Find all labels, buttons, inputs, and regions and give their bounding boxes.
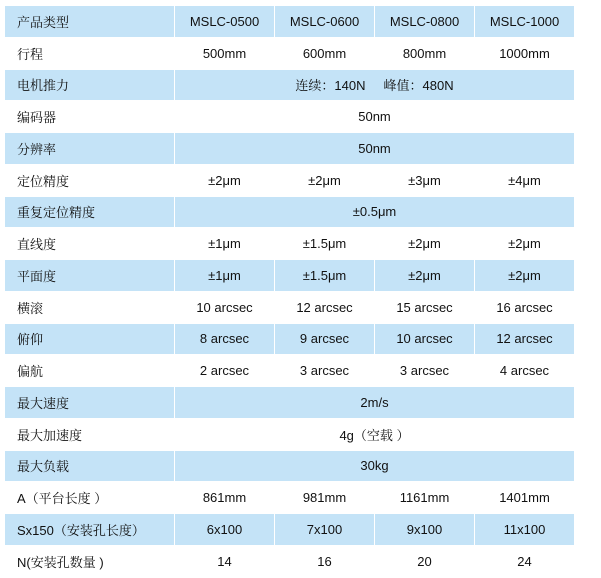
cell-merged-value: ±0.5μm xyxy=(175,196,575,228)
cell-value: 10 arcsec xyxy=(175,291,275,323)
cell-value: 1000mm xyxy=(475,37,575,69)
cell-value: ±1.5μm xyxy=(275,260,375,292)
row-encoder xyxy=(5,101,575,133)
cell-value: ±2μm xyxy=(175,164,275,196)
cell-value: 12 arcsec xyxy=(475,323,575,355)
cell-value: 12 arcsec xyxy=(275,291,375,323)
cell-value: 1401mm xyxy=(475,482,575,514)
row-mount-hole-length xyxy=(5,514,575,546)
cell-merged-value: 50nm xyxy=(175,101,575,133)
cell-value: 600mm xyxy=(275,37,375,69)
row-yaw xyxy=(5,355,575,387)
row-label: A（平台长度 ） xyxy=(5,482,175,514)
cell-value: ±1μm xyxy=(175,260,275,292)
row-positioning-accuracy xyxy=(5,164,575,196)
row-roll xyxy=(5,291,575,323)
row-max-speed xyxy=(5,387,575,419)
row-repeatability xyxy=(5,196,575,228)
row-label: 最大速度 xyxy=(5,387,175,419)
model-0600: MSLC-0600 xyxy=(275,6,375,38)
model-0500: MSLC-0500 xyxy=(175,6,275,38)
cell-value: 861mm xyxy=(175,482,275,514)
cell-value: 14 xyxy=(175,545,275,577)
cell-value: 3 arcsec xyxy=(375,355,475,387)
cell-value: ±3μm xyxy=(375,164,475,196)
row-label: 偏航 xyxy=(5,355,175,387)
row-label: 俯仰 xyxy=(5,323,175,355)
cell-value: ±1.5μm xyxy=(275,228,375,260)
row-label: 平面度 xyxy=(5,260,175,292)
cell-value: ±4μm xyxy=(475,164,575,196)
cell-value: 8 arcsec xyxy=(175,323,275,355)
table-header-row xyxy=(5,6,575,38)
cell-merged-value: 30kg xyxy=(175,450,575,482)
row-max-load xyxy=(5,450,575,482)
cell-value: 1161mm xyxy=(375,482,475,514)
cell-value: ±2μm xyxy=(275,164,375,196)
header-label: 产品类型 xyxy=(5,6,175,38)
cell-value: 3 arcsec xyxy=(275,355,375,387)
cell-merged-value: 50nm xyxy=(175,133,575,165)
cell-merged-value: 4g（空载 ） xyxy=(175,418,575,450)
cell-value: 10 arcsec xyxy=(375,323,475,355)
row-label: 电机推力 xyxy=(5,69,175,101)
row-resolution xyxy=(5,133,575,165)
row-max-acceleration xyxy=(5,418,575,450)
cell-value: ±2μm xyxy=(375,228,475,260)
row-motor-force xyxy=(5,69,575,101)
cell-value: 20 xyxy=(375,545,475,577)
cell-value: 16 xyxy=(275,545,375,577)
row-pitch xyxy=(5,323,575,355)
row-label: 分辨率 xyxy=(5,133,175,165)
cell-value: ±2μm xyxy=(375,260,475,292)
model-0800: MSLC-0800 xyxy=(375,6,475,38)
row-straightness xyxy=(5,228,575,260)
cell-value: 15 arcsec xyxy=(375,291,475,323)
row-label: 定位精度 xyxy=(5,164,175,196)
cell-value: 11x100 xyxy=(475,514,575,546)
cell-value: 16 arcsec xyxy=(475,291,575,323)
row-stroke xyxy=(5,37,575,69)
row-mount-hole-count xyxy=(5,545,575,577)
row-flatness xyxy=(5,260,575,292)
cell-merged-value: 2m/s xyxy=(175,387,575,419)
cell-value: 9 arcsec xyxy=(275,323,375,355)
cell-value: 9x100 xyxy=(375,514,475,546)
cell-value: 4 arcsec xyxy=(475,355,575,387)
row-label: 编码器 xyxy=(5,101,175,133)
row-label: 直线度 xyxy=(5,228,175,260)
row-label: N(安装孔数量 ) xyxy=(5,545,175,577)
cell-value: ±2μm xyxy=(475,260,575,292)
cell-value: ±1μm xyxy=(175,228,275,260)
cell-merged-value: 连续：140N 峰值：480N xyxy=(175,69,575,101)
row-platform-length xyxy=(5,482,575,514)
cell-value: 7x100 xyxy=(275,514,375,546)
model-1000: MSLC-1000 xyxy=(475,6,575,38)
row-label: Sx150（安装孔长度） xyxy=(5,514,175,546)
cell-value: 2 arcsec xyxy=(175,355,275,387)
cell-value: 24 xyxy=(475,545,575,577)
spec-table xyxy=(4,5,575,578)
row-label: 最大加速度 xyxy=(5,418,175,450)
cell-value: 981mm xyxy=(275,482,375,514)
row-label: 重复定位精度 xyxy=(5,196,175,228)
row-label: 横滚 xyxy=(5,291,175,323)
row-label: 最大负载 xyxy=(5,450,175,482)
cell-value: 6x100 xyxy=(175,514,275,546)
cell-value: 500mm xyxy=(175,37,275,69)
cell-value: ±2μm xyxy=(475,228,575,260)
cell-value: 800mm xyxy=(375,37,475,69)
row-label: 行程 xyxy=(5,37,175,69)
